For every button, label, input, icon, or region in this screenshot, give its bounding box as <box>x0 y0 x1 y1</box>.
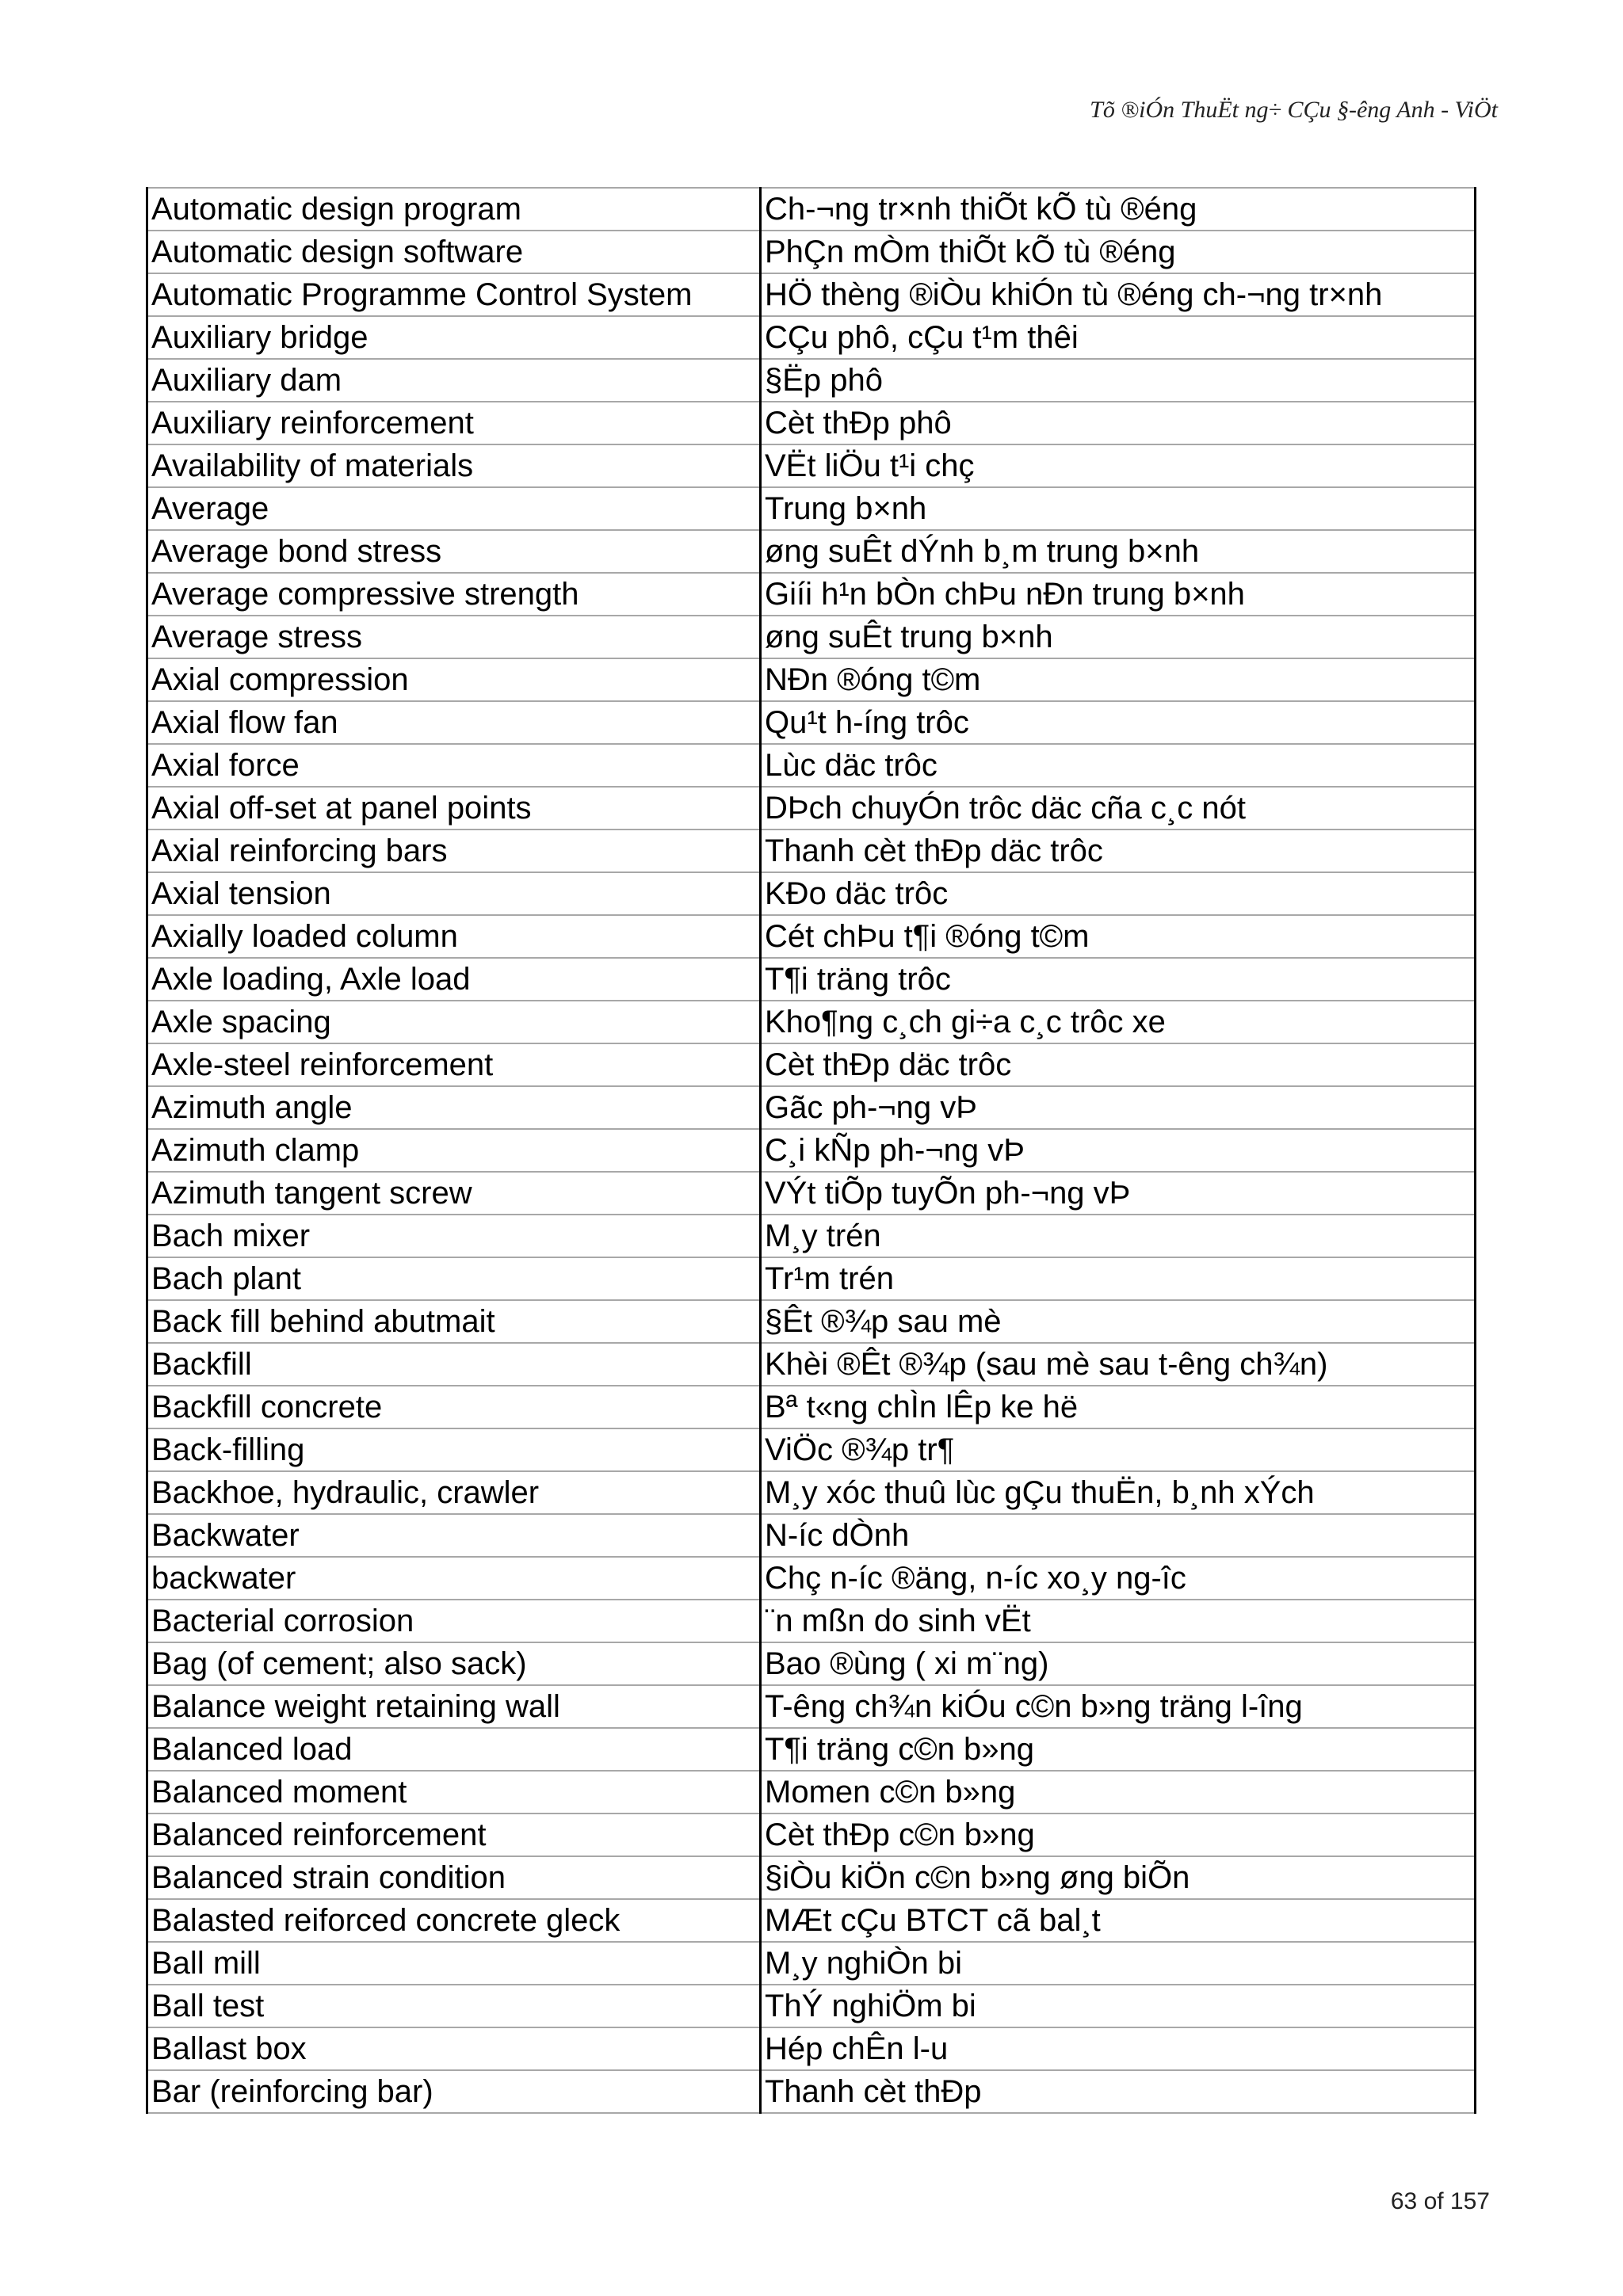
vietnamese-term: Ch-¬ng tr×nh thiÕt kÕ tù ®éng <box>761 188 1476 231</box>
glossary-row <box>147 1428 1476 1471</box>
english-term: Azimuth tangent screw <box>147 1172 761 1215</box>
glossary-row <box>147 359 1476 402</box>
glossary-row <box>147 1172 1476 1215</box>
glossary-row <box>147 701 1476 744</box>
vietnamese-term: MÆt cÇu BTCT cã bal¸t <box>761 1899 1476 1942</box>
glossary-row <box>147 1086 1476 1129</box>
glossary-row <box>147 830 1476 872</box>
english-term: Balance weight retaining wall <box>147 1685 761 1728</box>
vietnamese-term: Thanh cèt thÐp <box>761 2070 1476 2113</box>
english-term: Axially loaded column <box>147 915 761 958</box>
glossary-row <box>147 872 1476 915</box>
english-term: Axle loading, Axle load <box>147 958 761 1001</box>
english-term: Average bond stress <box>147 530 761 573</box>
vietnamese-term: T¶i träng c©n b»ng <box>761 1728 1476 1771</box>
glossary-row <box>147 487 1476 530</box>
english-term: Axial force <box>147 744 761 787</box>
glossary-table-container <box>146 187 1474 2114</box>
vietnamese-term: Kho¶ng c¸ch gi÷a c¸c trôc xe <box>761 1001 1476 1043</box>
glossary-row <box>147 1129 1476 1172</box>
english-term: Automatic design software <box>147 231 761 273</box>
glossary-row <box>147 1899 1476 1942</box>
glossary-row <box>147 1257 1476 1300</box>
glossary-row <box>147 787 1476 830</box>
english-term: Availability of materials <box>147 444 761 487</box>
vietnamese-term: Cèt thÐp phô <box>761 402 1476 444</box>
vietnamese-term: PhÇn mÒm thiÕt kÕ tù ®éng <box>761 231 1476 273</box>
english-term: Back-filling <box>147 1428 761 1471</box>
glossary-row <box>147 616 1476 658</box>
glossary-row <box>147 1215 1476 1257</box>
glossary-row <box>147 1856 1476 1899</box>
vietnamese-term: øng suÊt dÝnh b¸m trung b×nh <box>761 530 1476 573</box>
english-term: Backfill <box>147 1343 761 1386</box>
vietnamese-term: Giíi h¹n bÒn chÞu nÐn trung b×nh <box>761 573 1476 616</box>
vietnamese-term: Cét chÞu t¶i ®óng t©m <box>761 915 1476 958</box>
glossary-row <box>147 1642 1476 1685</box>
vietnamese-term: Bª t«ng chÌn lÊp ke hë <box>761 1386 1476 1428</box>
vietnamese-term: DÞch chuyÓn trôc däc cña c¸c nót <box>761 787 1476 830</box>
english-term: Back fill behind abutmait <box>147 1300 761 1343</box>
glossary-row <box>147 1728 1476 1771</box>
glossary-row <box>147 1300 1476 1343</box>
english-term: Backhoe, hydraulic, crawler <box>147 1471 761 1514</box>
english-term: Auxiliary bridge <box>147 316 761 359</box>
vietnamese-term: §iÒu kiÖn c©n b»ng øng biÕn <box>761 1856 1476 1899</box>
vietnamese-term: Qu¹t h-íng trôc <box>761 701 1476 744</box>
english-term: Balanced moment <box>147 1771 761 1814</box>
english-term: Automatic Programme Control System <box>147 273 761 316</box>
glossary-row <box>147 1685 1476 1728</box>
vietnamese-term: ThÝ nghiÖm bi <box>761 1985 1476 2027</box>
vietnamese-term: VÝt tiÕp tuyÕn ph-¬ng vÞ <box>761 1172 1476 1215</box>
english-term: Bacterial corrosion <box>147 1600 761 1642</box>
english-term: Balanced reinforcement <box>147 1814 761 1856</box>
vietnamese-term: Hép chÊn l-u <box>761 2027 1476 2070</box>
glossary-table-body <box>147 188 1476 2113</box>
vietnamese-term: CÇu phô, cÇu t¹m thêi <box>761 316 1476 359</box>
vietnamese-term: Cèt thÐp däc trôc <box>761 1043 1476 1086</box>
vietnamese-term: Thanh cèt thÐp däc trôc <box>761 830 1476 872</box>
glossary-row <box>147 573 1476 616</box>
vietnamese-term: Lùc däc trôc <box>761 744 1476 787</box>
glossary-row <box>147 1001 1476 1043</box>
english-term: Auxiliary dam <box>147 359 761 402</box>
glossary-row <box>147 231 1476 273</box>
english-term: Bar (reinforcing bar) <box>147 2070 761 2113</box>
glossary-row <box>147 958 1476 1001</box>
running-header: Tõ ®iÓn ThuËt ng÷ CÇu §-êng Anh - ViÖt <box>1090 97 1498 123</box>
english-term: Bag (of cement; also sack) <box>147 1642 761 1685</box>
glossary-row <box>147 1043 1476 1086</box>
english-term: Azimuth clamp <box>147 1129 761 1172</box>
vietnamese-term: KÐo däc trôc <box>761 872 1476 915</box>
english-term: Ball test <box>147 1985 761 2027</box>
glossary-table <box>146 187 1476 2114</box>
vietnamese-term: NÐn ®óng t©m <box>761 658 1476 701</box>
english-term: Bach plant <box>147 1257 761 1300</box>
vietnamese-term: Tr¹m trén <box>761 1257 1476 1300</box>
vietnamese-term: T-êng ch¾n kiÓu c©n b»ng träng l-îng <box>761 1685 1476 1728</box>
glossary-row <box>147 402 1476 444</box>
vietnamese-term: M¸y xóc thuû lùc gÇu thuËn, b¸nh xÝch <box>761 1471 1476 1514</box>
glossary-row <box>147 316 1476 359</box>
glossary-row <box>147 1942 1476 1985</box>
english-term: Ballast box <box>147 2027 761 2070</box>
vietnamese-term: øng suÊt trung b×nh <box>761 616 1476 658</box>
glossary-row <box>147 188 1476 231</box>
vietnamese-term: N-íc dÒnh <box>761 1514 1476 1557</box>
english-term: Azimuth angle <box>147 1086 761 1129</box>
glossary-row <box>147 444 1476 487</box>
vietnamese-term: Bao ®ùng ( xi m¨ng) <box>761 1642 1476 1685</box>
glossary-row <box>147 273 1476 316</box>
vietnamese-term: §Ëp phô <box>761 359 1476 402</box>
vietnamese-term: ViÖc ®¾p tr¶ <box>761 1428 1476 1471</box>
glossary-row <box>147 1343 1476 1386</box>
vietnamese-term: Trung b×nh <box>761 487 1476 530</box>
glossary-row <box>147 1471 1476 1514</box>
vietnamese-term: Gãc ph-¬ng vÞ <box>761 1086 1476 1129</box>
glossary-row <box>147 1600 1476 1642</box>
english-term: Axial reinforcing bars <box>147 830 761 872</box>
english-term: Balanced strain condition <box>147 1856 761 1899</box>
page-number: 63 of 157 <box>1390 2188 1490 2214</box>
vietnamese-term: §Êt ®¾p sau mè <box>761 1300 1476 1343</box>
english-term: Axial flow fan <box>147 701 761 744</box>
glossary-row <box>147 1814 1476 1856</box>
vietnamese-term: Momen c©n b»ng <box>761 1771 1476 1814</box>
english-term: Ball mill <box>147 1942 761 1985</box>
english-term: Average compressive strength <box>147 573 761 616</box>
english-term: Axial compression <box>147 658 761 701</box>
glossary-row <box>147 744 1476 787</box>
glossary-row <box>147 658 1476 701</box>
english-term: Axial off-set at panel points <box>147 787 761 830</box>
vietnamese-term: Chç n-íc ®äng, n-íc xo¸y ng-îc <box>761 1557 1476 1600</box>
english-term: Axle spacing <box>147 1001 761 1043</box>
glossary-row <box>147 530 1476 573</box>
vietnamese-term: C¸i kÑp ph-¬ng vÞ <box>761 1129 1476 1172</box>
english-term: Balanced load <box>147 1728 761 1771</box>
vietnamese-term: Cèt thÐp c©n b»ng <box>761 1814 1476 1856</box>
vietnamese-term: HÖ thèng ®iÒu khiÓn tù ®éng ch-¬ng tr×nh <box>761 273 1476 316</box>
vietnamese-term: M¸y nghiÒn bi <box>761 1942 1476 1985</box>
english-term: Axial tension <box>147 872 761 915</box>
glossary-row <box>147 1771 1476 1814</box>
glossary-row <box>147 1985 1476 2027</box>
english-term: Bach mixer <box>147 1215 761 1257</box>
glossary-row <box>147 2070 1476 2113</box>
english-term: Balasted reiforced concrete gleck <box>147 1899 761 1942</box>
vietnamese-term: T¶i träng trôc <box>761 958 1476 1001</box>
english-term: Automatic design program <box>147 188 761 231</box>
vietnamese-term: Khèi ®Êt ®¾p (sau mè sau t-êng ch¾n) <box>761 1343 1476 1386</box>
english-term: Axle-steel reinforcement <box>147 1043 761 1086</box>
english-term: Average <box>147 487 761 530</box>
glossary-row <box>147 1557 1476 1600</box>
english-term: Average stress <box>147 616 761 658</box>
english-term: Backfill concrete <box>147 1386 761 1428</box>
glossary-row <box>147 2027 1476 2070</box>
english-term: Auxiliary reinforcement <box>147 402 761 444</box>
english-term: backwater <box>147 1557 761 1600</box>
glossary-row <box>147 1514 1476 1557</box>
vietnamese-term: ¨n mßn do sinh vËt <box>761 1600 1476 1642</box>
english-term: Backwater <box>147 1514 761 1557</box>
glossary-row <box>147 1386 1476 1428</box>
vietnamese-term: VËt liÖu t¹i chç <box>761 444 1476 487</box>
vietnamese-term: M¸y trén <box>761 1215 1476 1257</box>
glossary-row <box>147 915 1476 958</box>
